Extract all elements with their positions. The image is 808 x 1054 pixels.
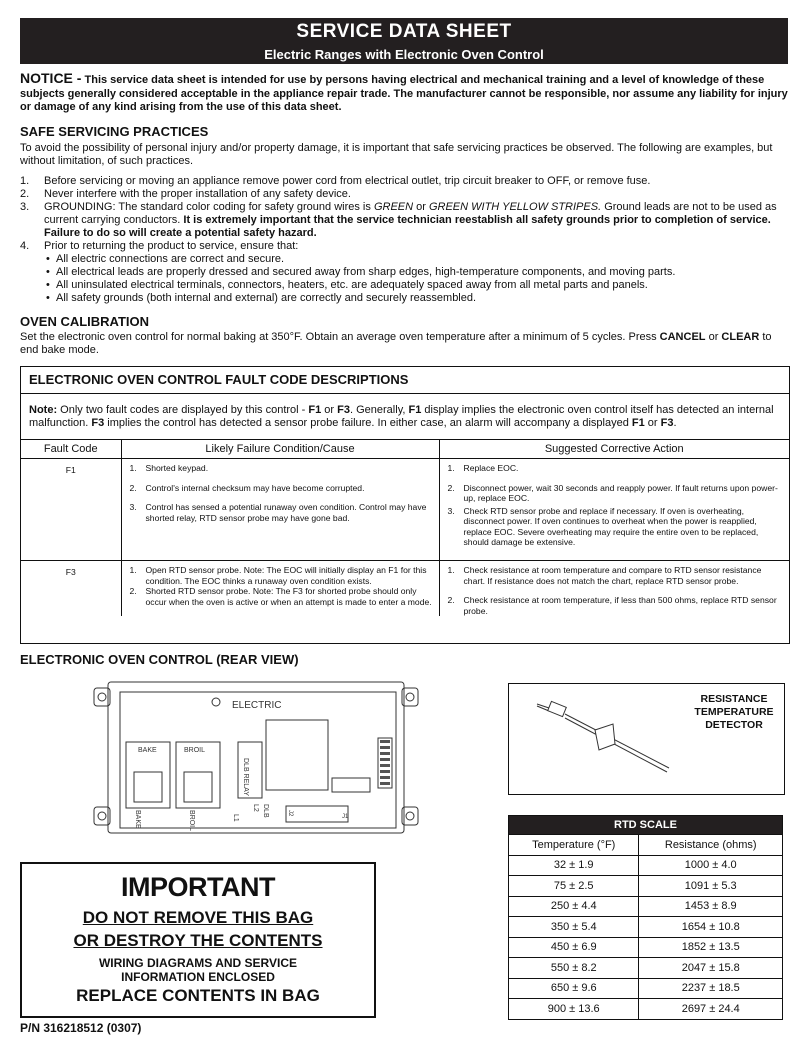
important-line: REPLACE CONTENTS IN BAG: [76, 986, 320, 1005]
resistance-cell: 2047 ± 15.8: [639, 958, 783, 979]
action-text: Check resistance at room temperature, if less than 500 ohms, replace RTD sensor probe.: [463, 595, 777, 616]
grounding-text-2: Ground leads are not to be used as current carrying conductors.: [44, 201, 777, 226]
important-subline: INFORMATION ENCLOSED: [121, 970, 275, 984]
resistance-cell: 1000 ± 4.0: [639, 855, 783, 876]
or-text: or: [413, 201, 429, 213]
important-line: [22, 956, 374, 984]
rear-view-heading: ELECTRONIC OVEN CONTROL (REAR VIEW): [20, 652, 299, 667]
column-header: Fault Code: [21, 440, 121, 459]
temp-cell: 350 ± 5.4: [509, 917, 639, 938]
j1-label: J1: [342, 814, 349, 820]
list-number: 2.: [129, 482, 137, 493]
resistance-cell: 1654 ± 10.8: [639, 917, 783, 938]
calibration-text-2: to end bake mode.: [20, 331, 772, 356]
l2-label: L2: [252, 804, 259, 812]
important-line: OR DESTROY THE CONTENTS: [73, 931, 323, 950]
f3-ref: F3: [337, 404, 350, 416]
safe-servicing-list: [20, 175, 788, 305]
f1-ref: F1: [308, 404, 322, 416]
bullet-item: • All electric connections are correct and secure.: [44, 253, 788, 266]
temp-cell: 450 ± 6.9: [509, 937, 639, 958]
note-text: display implies the electronic oven control itself has detected an internal malfunction.: [29, 404, 774, 429]
j2-label: J2: [287, 810, 293, 817]
cause-text: Control has sensed a potential runaway oven condition. Control may have shorted relay, RTD sensor probe may have gone bad.: [145, 502, 427, 523]
table-row: [21, 561, 789, 617]
cause-cell: [121, 459, 439, 561]
rtd-label-line: TEMPERATURE: [694, 706, 774, 718]
list-item: [20, 188, 788, 201]
list-number: 2.: [20, 188, 30, 200]
list-number: 1.: [447, 565, 455, 575]
resistance-cell: 1091 ± 5.3: [639, 876, 783, 897]
green-yellow-label: GREEN WITH YELLOW STRIPES.: [428, 201, 602, 213]
temp-cell: 650 ± 9.6: [509, 978, 639, 999]
grounding-warning: It is extremely important that the service technician reestablish all safety grounds prior to completion of service. Failure to do so will create a potential safety hazard.: [44, 214, 771, 239]
list-number: 3.: [129, 502, 137, 512]
fault-code-cell: F3: [21, 561, 121, 617]
temp-cell: 75 ± 2.5: [509, 876, 639, 897]
note-text: Only two fault codes are displayed by this control -: [57, 404, 309, 416]
list-number: 2.: [129, 586, 137, 596]
table-row: [509, 917, 783, 938]
action-text: Replace EOC.: [463, 463, 519, 473]
note-text: .: [673, 417, 677, 429]
safe-servicing-intro: To avoid the possibility of personal injury and/or property damage, it is important that safe servicing practices be observed. The following are examples, but without limitation, of such practices.: [20, 142, 773, 167]
temp-cell: 32 ± 1.9: [509, 855, 639, 876]
cause-text: Open RTD sensor probe. Note: The EOC will initially display an F1 for this condition. The EOC thinks a runaway oven condition exists.: [145, 565, 427, 586]
rtd-label-line: DETECTOR: [705, 719, 763, 731]
list-number: 1.: [129, 565, 137, 575]
column-header: Suggested Corrective Action: [439, 440, 789, 459]
list-number: 4.: [20, 240, 30, 252]
note-text: implies the control has detected a sensor probe failure. In either case, an alarm will accompany a displayed: [104, 417, 632, 429]
table-row: [509, 896, 783, 917]
fault-code-heading: ELECTRONIC OVEN CONTROL FAULT CODE DESCRIPTIONS: [21, 367, 789, 394]
important-notice-box: [20, 862, 376, 1018]
bullet-item: • All safety grounds (both internal and external) are correctly and securely reassembled.: [44, 292, 788, 305]
notice-text: This service data sheet is intended for use by persons having electrical and mechanical training and a level of knowledge of these subjects generally considered acceptable in the appliance repair trade. The manufacturer cannot be responsible, nor assume any liability for injury or damage of any kind arising from the use of this data sheet.: [20, 74, 788, 113]
list-item: [20, 175, 788, 188]
broil-vertical-label: BROIL: [188, 810, 195, 832]
resistance-cell: 2237 ± 18.5: [639, 978, 783, 999]
rtd-label-line: RESISTANCE: [700, 693, 768, 705]
resistance-cell: 1453 ± 8.9: [639, 896, 783, 917]
table-row: [509, 876, 783, 897]
cause-text: Shorted RTD sensor probe. Note: The F3 for shorted probe should only occur when the oven is active or when an attempt is made to enter a mode.: [145, 586, 432, 607]
cause-text: Shorted keypad.: [145, 463, 209, 473]
important-title: IMPORTANT: [121, 872, 275, 902]
page-title: SERVICE DATA SHEET: [296, 21, 512, 42]
oven-control-rear-diagram: [86, 680, 426, 835]
part-number: P/N 316218512 (0307): [20, 1021, 142, 1035]
bake-terminal-label: BAKE: [138, 747, 157, 754]
bullet-item: • All electrical leads are properly dressed and secured away from sharp edges, high-temperature components, and moving parts.: [44, 266, 788, 279]
list-item-grounding: [20, 201, 788, 240]
temp-cell: 900 ± 13.6: [509, 999, 639, 1020]
list-number: 3.: [447, 505, 455, 516]
action-cell: [439, 561, 789, 617]
list-number: 3.: [20, 201, 30, 213]
resistance-cell: 2697 ± 24.4: [639, 999, 783, 1020]
important-line: DO NOT REMOVE THIS BAG: [82, 908, 314, 927]
cancel-key-label: CANCEL: [659, 331, 706, 343]
ensure-bullets: [44, 253, 788, 305]
list-number: 2.: [447, 482, 455, 493]
table-row: [509, 999, 783, 1020]
header-banner: [20, 18, 788, 64]
fault-code-note: [21, 394, 789, 439]
or-text: or: [321, 404, 338, 416]
f1-ref: F1: [631, 417, 645, 429]
rtd-scale-title: RTD SCALE: [509, 816, 783, 835]
action-cell: [439, 459, 789, 561]
fault-code-cell: F1: [65, 465, 76, 475]
fault-code-table: [21, 439, 789, 616]
table-row: [21, 459, 789, 561]
rtd-scale-table: [508, 815, 783, 1020]
rtd-detector-box: [508, 683, 785, 795]
column-header: Likely Failure Condition/Cause: [121, 440, 439, 459]
board-label: ELECTRIC: [232, 700, 282, 711]
column-header: Resistance (ohms): [639, 835, 783, 856]
green-label: GREEN: [373, 201, 414, 213]
temp-cell: 250 ± 4.4: [509, 896, 639, 917]
f1-ref: F1: [408, 404, 422, 416]
oven-calibration-text: [20, 331, 788, 357]
notice-paragraph: [20, 72, 788, 115]
note-label: Note:: [29, 404, 58, 416]
page-subtitle: Electric Ranges with Electronic Oven Control: [264, 47, 544, 62]
table-row: [509, 958, 783, 979]
list-number: 1.: [129, 463, 137, 473]
action-text: Disconnect power, wait 30 seconds and reapply power. If fault returns upon power-up, replace EOC.: [463, 482, 778, 503]
important-subline: WIRING DIAGRAMS AND SERVICE: [98, 956, 297, 970]
list-item: [20, 240, 788, 305]
table-header-row: [21, 440, 789, 459]
table-header-row: [509, 835, 783, 856]
resistance-cell: 1852 ± 13.5: [639, 937, 783, 958]
table-row: [509, 978, 783, 999]
oven-calibration-heading: OVEN CALIBRATION: [20, 314, 150, 329]
list-number: 1.: [20, 175, 30, 187]
list-text: Before servicing or moving an appliance remove power cord from electrical outlet, trip circuit breaker to OFF, or remove fuse.: [44, 175, 651, 187]
broil-terminal-label: BROIL: [184, 747, 206, 754]
rtd-detector-label: [679, 693, 789, 732]
list-text: Never interfere with the proper installation of any safety device.: [44, 188, 351, 200]
action-text: Check RTD sensor probe and replace if necessary. If oven is overheating, disconnect power. If oven continues to overheat when the power is reapplied, replace EOC. Severe overheating may require the entire oven to be replaced, should damage be extensive.: [463, 505, 759, 547]
list-number: 2.: [447, 595, 455, 605]
calibration-text-1: Set the electronic oven control for normal baking at 350°F. Obtain an average oven temperature after a minimum of 5 cycles. Press: [20, 331, 660, 343]
notice-lead: NOTICE -: [20, 70, 82, 86]
list-text: Prior to returning the product to service, ensure that:: [44, 240, 299, 252]
dlb-label: DLB: [262, 804, 269, 818]
f3-ref: F3: [91, 417, 105, 429]
or-text: or: [705, 331, 722, 343]
clear-key-label: CLEAR: [721, 331, 760, 343]
f3-ref: F3: [660, 417, 674, 429]
temp-cell: 550 ± 8.2: [509, 958, 639, 979]
action-text: Check resistance at room temperature and compare to RTD sensor resistance chart. If resistance does not match the chart, replace RTD sensor probe.: [463, 565, 762, 586]
grounding-text: GROUNDING: The standard color coding for safety ground wires is: [44, 201, 374, 213]
l1-label: L1: [232, 814, 239, 822]
fault-code-box: [20, 366, 790, 644]
list-number: 1.: [447, 463, 455, 473]
bake-vertical-label: BAKE: [134, 810, 141, 829]
column-header: Temperature (°F): [509, 835, 639, 856]
table-row: [509, 937, 783, 958]
cause-cell: [121, 561, 439, 617]
note-text: . Generally,: [350, 404, 409, 416]
bullet-item: • All uninsulated electrical terminals, connectors, heaters, etc. are adequately spaced away from all metal parts and panels.: [44, 279, 788, 292]
note-text: or: [644, 417, 661, 429]
table-row: [509, 855, 783, 876]
cause-text: Control's internal checksum may have become corrupted.: [145, 482, 365, 493]
dlb-relay-label: DLB RELAY: [242, 758, 249, 796]
safe-servicing-heading: SAFE SERVICING PRACTICES: [20, 124, 209, 139]
